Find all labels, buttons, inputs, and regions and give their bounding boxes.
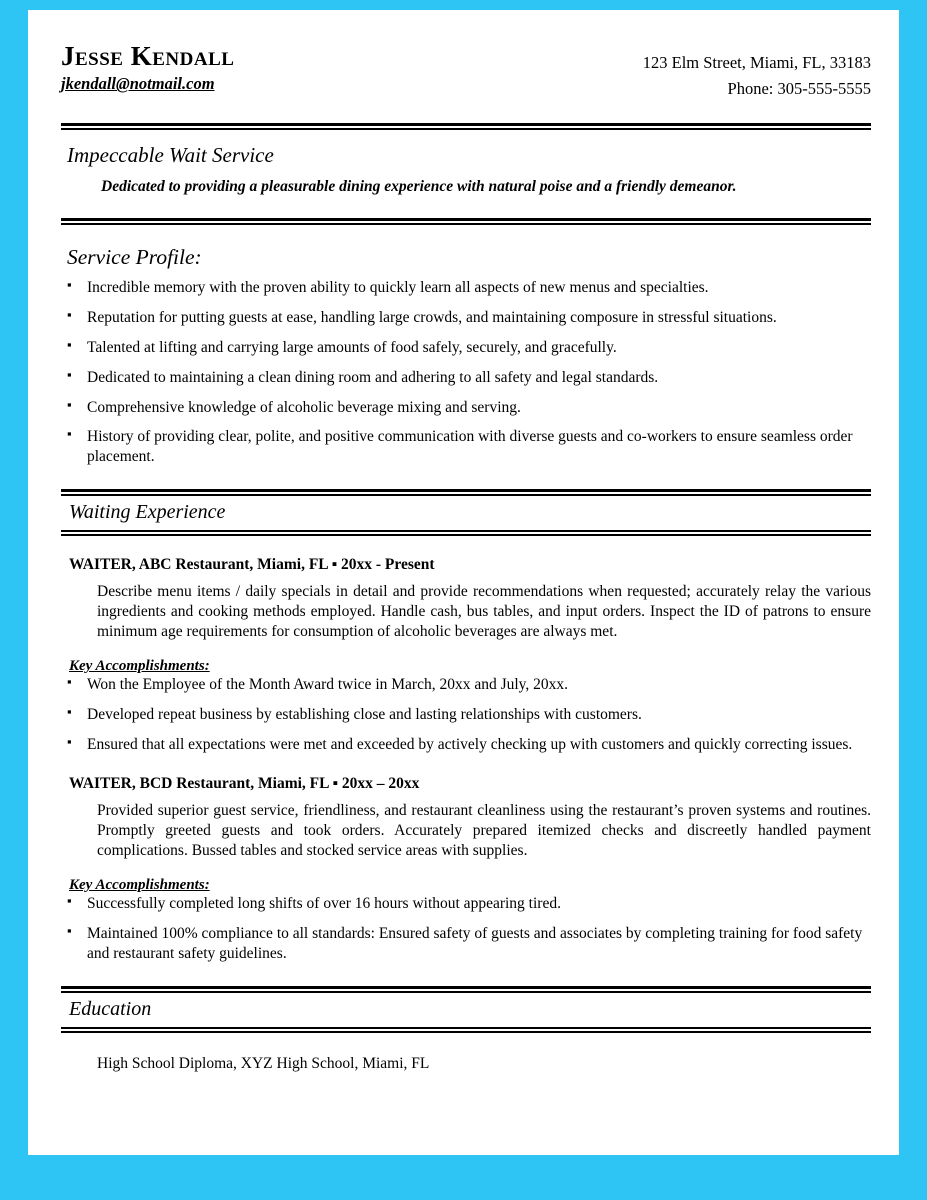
list-item: ▪ Reputation for putting guests at ease, handling large crowds, and maintaining composure in stressful situations. [61, 308, 871, 328]
job-description: Provided superior guest service, friendliness, and restaurant cleanliness using the restaurant’s proven systems and routines. Promptly greeted guests and took orders. Accurately prepared itemized checks and discreetly handled payment complications. Bussed tables and stocked service areas with supplies. [97, 801, 871, 860]
list-item: ▪ Ensured that all expectations were met and exceeded by actively checking up with customers and quickly correcting issues. [61, 735, 871, 755]
divider-rule [61, 218, 871, 225]
header-identity [61, 40, 234, 94]
objective-divider [61, 218, 871, 225]
experience-entry [61, 556, 871, 755]
experience-section [61, 489, 871, 964]
service-profile-section [61, 245, 871, 467]
list-item: ▪ Successfully completed long shifts of over 16 hours without appearing tired. [61, 894, 871, 914]
service-profile-list [61, 278, 871, 467]
education-section [61, 986, 871, 1073]
resume-header [61, 40, 871, 101]
divider-rule [61, 123, 871, 130]
service-profile-title: Service Profile: [67, 245, 202, 270]
list-item: ▪ Won the Employee of the Month Award twice in March, 20xx and July, 20xx. [61, 675, 871, 695]
phone-line: Phone: 305-555-5555 [727, 78, 871, 98]
divider-rule [61, 530, 871, 536]
resume-content [61, 40, 871, 1073]
address-line: 123 Elm Street, Miami, FL, 33183 [642, 53, 871, 72]
job-heading: WAITER, BCD Restaurant, Miami, FL ▪ 20xx – 20xx [69, 774, 420, 792]
accomplishments-label: Key Accomplishments: [69, 877, 210, 894]
job-description: Describe menu items / daily specials in detail and provide recommendations when requested; accurately relay the various ingredients and cooking methods employed. Handle cash, bus tables, and input orders. Inspect the ID of patrons to ensure minimum age requirements for consumption of alcoholic beverages are always met. [97, 583, 871, 641]
list-item: ▪ History of providing clear, polite, and positive communication with diverse guests and co-workers to ensure seamless order placement. [61, 427, 871, 467]
divider-rule [61, 1027, 871, 1033]
objective-section [61, 130, 871, 206]
candidate-name: Jesse Kendall [61, 41, 235, 71]
accomplishments-list [61, 894, 871, 963]
objective-title: Impeccable Wait Service [67, 143, 274, 168]
objective-subtitle: Dedicated to providing a pleasurable dining experience with natural poise and a friendly demeanor. [101, 178, 737, 196]
list-item: ▪ Dedicated to maintaining a clean dining room and adhering to all safety and legal standards. [61, 368, 871, 388]
list-item: ▪ Developed repeat business by establishing close and lasting relationships with customers. [61, 705, 871, 725]
list-item: ▪ Incredible memory with the proven ability to quickly learn all aspects of new menus and specialties. [61, 278, 871, 298]
divider-rule [61, 986, 871, 993]
education-entry: High School Diploma, XYZ High School, Miami, FL [97, 1054, 430, 1072]
divider-rule [61, 489, 871, 496]
accomplishments-label: Key Accomplishments: [69, 658, 210, 675]
list-item: ▪ Talented at lifting and carrying large amounts of food safely, securely, and gracefully. [61, 338, 871, 358]
experience-entry [61, 775, 871, 964]
experience-title: Waiting Experience [69, 501, 226, 524]
header-divider [61, 123, 871, 130]
list-item: ▪ Comprehensive knowledge of alcoholic beverage mixing and serving. [61, 398, 871, 418]
accomplishments-list [61, 675, 871, 754]
education-title: Education [69, 997, 152, 1020]
header-contact [643, 40, 871, 101]
email-link[interactable]: jkendall@notmail.com [61, 74, 215, 94]
job-heading: WAITER, ABC Restaurant, Miami, FL ▪ 20xx - Present [69, 556, 435, 574]
resume-page [28, 10, 899, 1155]
list-item: ▪ Maintained 100% compliance to all standards: Ensured safety of guests and associates by completing training for food safety and restaurant safety guidelines. [61, 924, 871, 964]
